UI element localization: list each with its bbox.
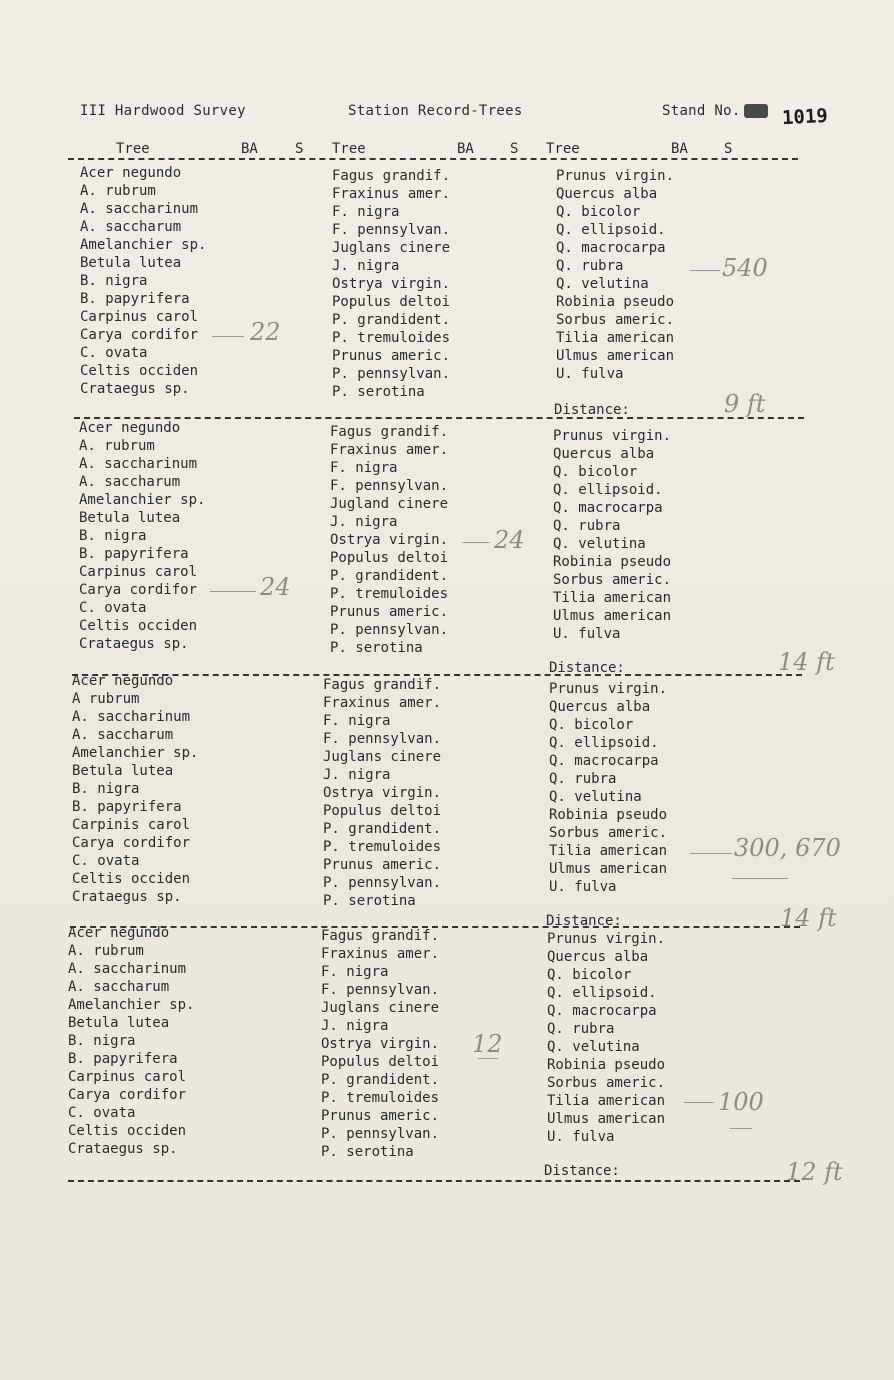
stand-label: Stand No.: [662, 103, 741, 119]
tree-name: Q. bicolor: [553, 464, 638, 480]
tree-name: F. nigra: [330, 460, 398, 476]
tree-name: A. saccharinum: [80, 201, 199, 217]
tree-name: Q. bicolor: [556, 204, 641, 220]
tree-name: Fagus grandif.: [332, 168, 451, 184]
tree-name: Prunus virgin.: [556, 168, 675, 184]
tree-name: A. rubrum: [80, 183, 156, 199]
tree-name: A. rubrum: [68, 943, 144, 959]
tree-name: Amelanchier sp.: [68, 997, 195, 1013]
tree-name: P. pennsylvan.: [330, 622, 449, 638]
tree-name: Robinia pseudo: [547, 1057, 666, 1073]
tree-name: B. papyrifera: [72, 799, 182, 815]
tree-name: Fraxinus amer.: [323, 695, 442, 711]
tree-name: A. saccharinum: [79, 456, 198, 472]
tree-name: Populus deltoi: [321, 1054, 440, 1070]
tree-name: P. grandident.: [330, 568, 449, 584]
tree-name: J. nigra: [330, 514, 398, 530]
tree-name: Q. rubra: [547, 1021, 615, 1037]
tree-name: B. nigra: [80, 273, 148, 289]
tree-name: Q. velutina: [549, 789, 642, 805]
tree-name: Q. rubra: [553, 518, 621, 534]
tree-name: Sorbus americ.: [547, 1075, 666, 1091]
tree-name: F. nigra: [321, 964, 389, 980]
tree-name: Celtis occiden: [68, 1123, 187, 1139]
tree-name: Quercus alba: [553, 446, 655, 462]
tree-name: P. serotina: [323, 893, 416, 909]
tree-name: Quercus alba: [547, 949, 649, 965]
tree-name: J. nigra: [332, 258, 400, 274]
tree-name: U. fulva: [547, 1129, 615, 1145]
tree-name: Betula lutea: [68, 1015, 170, 1031]
col-header-s-2: S: [510, 141, 519, 157]
tree-name: Acer negundo: [79, 420, 181, 436]
tree-name: Tilia american: [549, 843, 668, 859]
handwritten-ba: 100: [718, 1088, 764, 1116]
tree-name: P. grandident.: [321, 1072, 440, 1088]
tree-name: P. pennsylvan.: [323, 875, 442, 891]
tree-name: Acer negundo: [72, 673, 174, 689]
tree-name: Sorbus americ.: [549, 825, 668, 841]
tree-name: Celtis occiden: [79, 618, 198, 634]
handwritten-ba: 300, 670: [734, 834, 841, 862]
tree-name: Robinia pseudo: [556, 294, 675, 310]
tree-name: Carya cordifor: [72, 835, 191, 851]
pencil-dash: [732, 878, 788, 879]
tree-name: Ostrya virgin.: [323, 785, 442, 801]
tree-name: Juglans cinere: [323, 749, 442, 765]
tree-name: Ostrya virgin.: [321, 1036, 440, 1052]
tree-name: Q. ellipsoid.: [549, 735, 659, 751]
tree-name: A. saccharum: [80, 219, 182, 235]
tree-name: A. saccharum: [79, 474, 181, 490]
distance-label: Distance:: [546, 913, 622, 929]
tree-name: Tilia american: [547, 1093, 666, 1109]
tree-name: A. saccharum: [68, 979, 170, 995]
record-subtitle: Station Record-Trees: [348, 103, 523, 119]
tree-name: B. papyrifera: [79, 546, 189, 562]
tree-name: F. pennsylvan.: [321, 982, 440, 998]
handwritten-distance: 14 ft: [778, 648, 835, 676]
tree-name: Juglans cinere: [332, 240, 451, 256]
tree-name: Ostrya virgin.: [332, 276, 451, 292]
tree-name: J. nigra: [321, 1018, 389, 1034]
tree-name: Crataegus sp.: [68, 1141, 178, 1157]
section-2-col-2: [330, 423, 448, 657]
section-1-col-3: [556, 167, 674, 383]
tree-name: C. ovata: [72, 853, 140, 869]
tree-name: Q. rubra: [549, 771, 617, 787]
col-header-tree-1: Tree: [116, 141, 150, 157]
tree-name: P. tremuloides: [330, 586, 449, 602]
tree-name: A. rubrum: [79, 438, 155, 454]
tree-name: U. fulva: [556, 366, 624, 382]
tree-name: Ostrya virgin.: [330, 532, 449, 548]
tree-name: Prunus americ.: [323, 857, 442, 873]
handwritten-distance: 9 ft: [724, 390, 766, 418]
tree-name: A. saccharum: [72, 727, 174, 743]
tree-name: B. nigra: [79, 528, 147, 544]
tree-name: B. papyrifera: [68, 1051, 178, 1067]
col-header-s-1: S: [295, 141, 304, 157]
section-1-col-1: [80, 164, 206, 398]
tree-name: Carya cordifor: [79, 582, 198, 598]
tree-name: Amelanchier sp.: [72, 745, 199, 761]
tree-name: Prunus virgin.: [549, 681, 668, 697]
pencil-dash: [684, 1102, 714, 1103]
tree-name: Q. velutina: [556, 276, 649, 292]
handwritten-ba: 24: [494, 526, 525, 554]
pencil-dash: [478, 1058, 498, 1059]
tree-name: Fraxinus amer.: [332, 186, 451, 202]
section-3-col-3: [549, 680, 667, 896]
tree-name: Ulmus american: [547, 1111, 666, 1127]
tree-name: Q. velutina: [553, 536, 646, 552]
tree-name: P. pennsylvan.: [332, 366, 451, 382]
handwritten-ba: 24: [260, 573, 291, 601]
tree-name: Robinia pseudo: [549, 807, 668, 823]
tree-name: Q. ellipsoid.: [553, 482, 663, 498]
tree-name: Jugland cinere: [330, 496, 449, 512]
section-4-col-3: [547, 930, 665, 1146]
tree-name: Prunus americ.: [321, 1108, 440, 1124]
tree-name: Amelanchier sp.: [79, 492, 206, 508]
pencil-dash: [690, 270, 720, 271]
tree-name: P. tremuloides: [321, 1090, 440, 1106]
tree-name: Carpinus carol: [68, 1069, 187, 1085]
tree-name: P. serotina: [321, 1144, 414, 1160]
tree-name: Fagus grandif.: [321, 928, 440, 944]
tree-name: U. fulva: [549, 879, 617, 895]
section-3-col-1: [72, 672, 198, 906]
handwritten-ba: 22: [250, 318, 281, 346]
distance-label: Distance:: [549, 660, 625, 676]
tree-name: Q. bicolor: [549, 717, 634, 733]
tree-name: Robinia pseudo: [553, 554, 672, 570]
tree-name: Juglans cinere: [321, 1000, 440, 1016]
tree-name: Sorbus americ.: [556, 312, 675, 328]
tree-name: Acer negundo: [68, 925, 170, 941]
section-2-col-1: [79, 419, 205, 653]
tree-name: Q. macrocarpa: [556, 240, 666, 256]
tree-name: Prunus virgin.: [553, 428, 672, 444]
tree-name: A. saccharinum: [72, 709, 191, 725]
tree-name: Quercus alba: [549, 699, 651, 715]
tree-name: Carpinus carol: [80, 309, 199, 325]
tree-name: Crataegus sp.: [80, 381, 190, 397]
tree-name: Carpinis carol: [72, 817, 191, 833]
distance-label: Distance:: [554, 402, 630, 418]
struck-number-mark: [744, 104, 768, 118]
tree-name: F. nigra: [332, 204, 400, 220]
survey-title: III Hardwood Survey: [80, 103, 246, 119]
tree-name: F. pennsylvan.: [332, 222, 451, 238]
section-4-col-1: [68, 924, 194, 1158]
tree-name: Betula lutea: [80, 255, 182, 271]
tree-name: Fagus grandif.: [330, 424, 449, 440]
tree-name: Acer negundo: [80, 165, 182, 181]
tree-name: Fagus grandif.: [323, 677, 442, 693]
tree-name: Q. ellipsoid.: [556, 222, 666, 238]
section-4-col-2: [321, 927, 439, 1161]
tree-name: Quercus alba: [556, 186, 658, 202]
tree-name: Q. velutina: [547, 1039, 640, 1055]
tree-name: A. saccharinum: [68, 961, 187, 977]
tree-name: P. serotina: [330, 640, 423, 656]
tree-name: Sorbus americ.: [553, 572, 672, 588]
pencil-dash: [210, 591, 256, 592]
pencil-dash: [212, 336, 244, 337]
tree-name: Prunus americ.: [330, 604, 449, 620]
tree-name: P. pennsylvan.: [321, 1126, 440, 1142]
section-1-col-2: [332, 167, 450, 401]
tree-name: Populus deltoi: [323, 803, 442, 819]
tree-name: U. fulva: [553, 626, 621, 642]
col-header-tree-2: Tree: [332, 141, 366, 157]
tree-name: C. ovata: [80, 345, 148, 361]
divider-line: [68, 158, 798, 160]
col-header-s-3: S: [724, 141, 733, 157]
tree-name: Prunus americ.: [332, 348, 451, 364]
handwritten-distance: 14 ft: [780, 904, 837, 932]
tree-name: C. ovata: [79, 600, 147, 616]
tree-name: J. nigra: [323, 767, 391, 783]
pencil-dash: [462, 542, 490, 543]
col-header-ba-1: BA: [241, 141, 258, 157]
tree-name: P. tremuloides: [332, 330, 451, 346]
tree-name: A rubrum: [72, 691, 140, 707]
tree-name: Ulmus american: [553, 608, 672, 624]
tree-name: Carya cordifor: [80, 327, 199, 343]
tree-name: Prunus virgin.: [547, 931, 666, 947]
tree-name: Q. macrocarpa: [547, 1003, 657, 1019]
tree-name: Carpinus carol: [79, 564, 198, 580]
tree-name: Tilia american: [553, 590, 672, 606]
tree-name: P. serotina: [332, 384, 425, 400]
tree-name: Q. macrocarpa: [549, 753, 659, 769]
tree-name: Tilia american: [556, 330, 675, 346]
tree-name: P. grandident.: [332, 312, 451, 328]
tree-name: Populus deltoi: [330, 550, 449, 566]
col-header-ba-3: BA: [671, 141, 688, 157]
pencil-dash: [690, 853, 732, 854]
col-header-tree-3: Tree: [546, 141, 580, 157]
section-2-col-3: [553, 427, 671, 643]
tree-name: Q. rubra: [556, 258, 624, 274]
tree-name: F. nigra: [323, 713, 391, 729]
col-header-ba-2: BA: [457, 141, 474, 157]
stand-number: 1019: [781, 104, 829, 130]
tree-name: Populus deltoi: [332, 294, 451, 310]
tree-name: Q. bicolor: [547, 967, 632, 983]
tree-name: F. pennsylvan.: [330, 478, 449, 494]
tree-name: B. nigra: [68, 1033, 136, 1049]
tree-name: C. ovata: [68, 1105, 136, 1121]
section-3-col-2: [323, 676, 441, 910]
divider-line: [68, 1180, 800, 1182]
handwritten-ba: 12: [472, 1030, 503, 1058]
handwritten-distance: 12 ft: [786, 1158, 843, 1186]
tree-name: B. papyrifera: [80, 291, 190, 307]
tree-name: B. nigra: [72, 781, 140, 797]
tree-name: Celtis occiden: [72, 871, 191, 887]
tree-name: Fraxinus amer.: [330, 442, 449, 458]
tree-name: Betula lutea: [79, 510, 181, 526]
pencil-dash: [730, 1128, 752, 1129]
tree-name: Fraxinus amer.: [321, 946, 440, 962]
tree-name: F. pennsylvan.: [323, 731, 442, 747]
tree-name: P. tremuloides: [323, 839, 442, 855]
tree-name: Q. macrocarpa: [553, 500, 663, 516]
tree-name: Crataegus sp.: [72, 889, 182, 905]
tree-name: Betula lutea: [72, 763, 174, 779]
handwritten-ba: 540: [722, 254, 768, 282]
tree-name: Crataegus sp.: [79, 636, 189, 652]
distance-label: Distance:: [544, 1163, 620, 1179]
tree-name: Q. ellipsoid.: [547, 985, 657, 1001]
tree-name: Carya cordifor: [68, 1087, 187, 1103]
tree-name: Celtis occiden: [80, 363, 199, 379]
tree-name: Ulmus american: [556, 348, 675, 364]
tree-name: Amelanchier sp.: [80, 237, 207, 253]
tree-name: P. grandident.: [323, 821, 442, 837]
tree-name: Ulmus american: [549, 861, 668, 877]
